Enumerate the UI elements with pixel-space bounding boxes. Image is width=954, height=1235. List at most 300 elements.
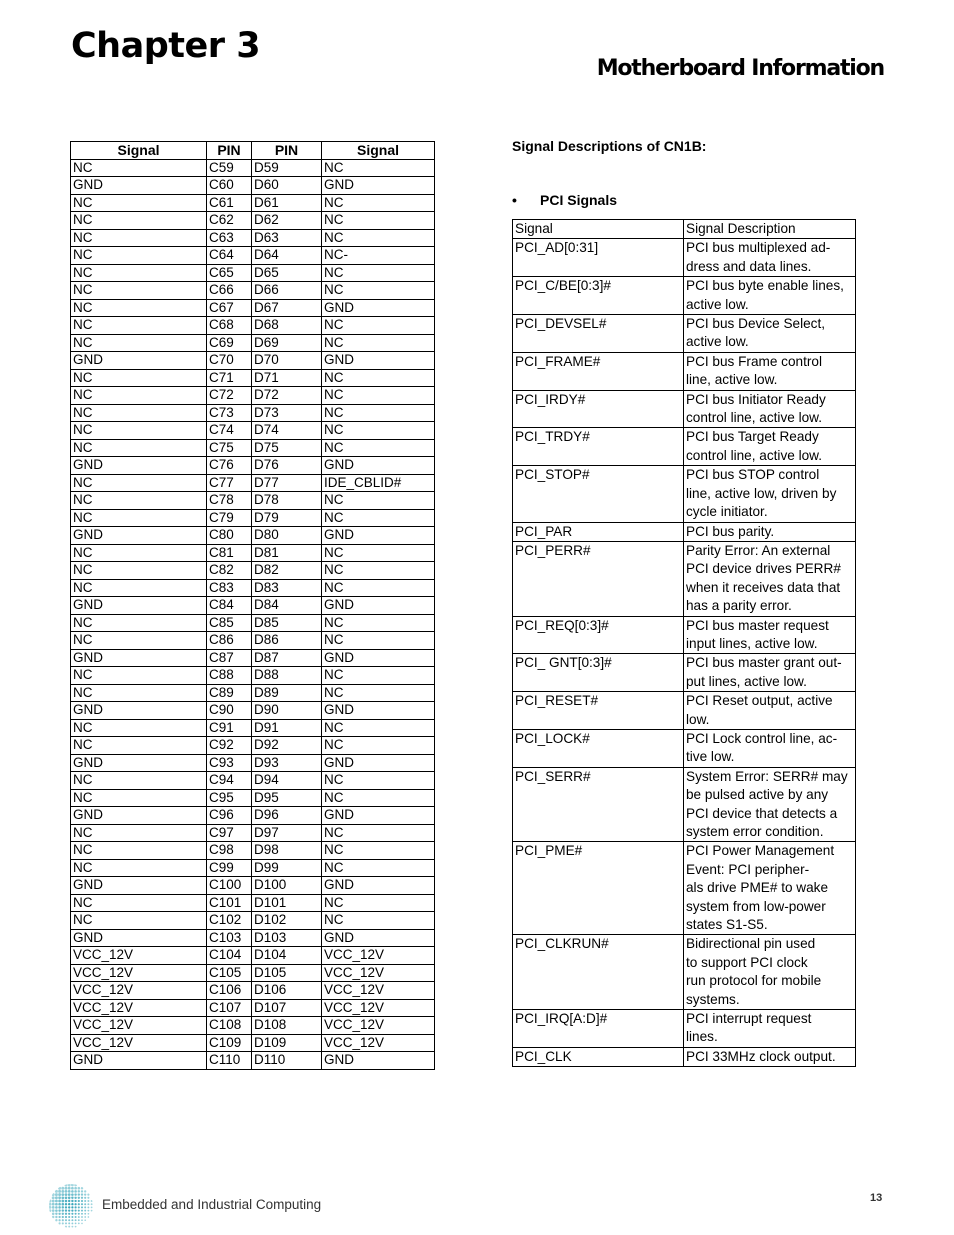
table-cell: VCC_12V — [322, 1034, 435, 1052]
signal-name-cell: PCI_LOCK# — [513, 729, 684, 767]
table-cell: NC — [322, 422, 435, 440]
signal-description-cell: Bidirectional pin used to support PCI clock run protocol for mobile systems. — [684, 935, 856, 1010]
table-cell: NC- — [322, 247, 435, 265]
table-cell: D97 — [252, 824, 322, 842]
table-cell: NC — [71, 614, 207, 632]
signal-description-cell: PCI Power Management Event: PCI peripher- als drive PME# to wake system from low-power states S1-S5. — [684, 842, 856, 935]
table-cell: VCC_12V — [71, 999, 207, 1017]
table-row — [71, 719, 435, 737]
table-cell: NC — [322, 859, 435, 877]
signal-description-cell: PCI bus master request input lines, active low. — [684, 616, 856, 654]
table-row — [513, 522, 856, 541]
table-cell: NC — [71, 544, 207, 562]
table-cell: D95 — [252, 789, 322, 807]
table-cell: NC — [71, 159, 207, 177]
section-title: Motherboard Information — [596, 56, 884, 81]
table-cell: D73 — [252, 404, 322, 422]
table-cell: NC — [322, 229, 435, 247]
table-cell: GND — [322, 527, 435, 545]
signal-name-cell: PCI_PME# — [513, 842, 684, 935]
table-cell: NC — [322, 369, 435, 387]
table-cell: NC — [71, 194, 207, 212]
table-cell: NC — [322, 684, 435, 702]
table-row — [71, 894, 435, 912]
table-cell: D76 — [252, 457, 322, 475]
signal-description-cell: PCI Lock control line, ac- tive low. — [684, 729, 856, 767]
table-cell: GND — [322, 754, 435, 772]
signal-description-cell: System Error: SERR# may be pulsed active by any PCI device that detects a system error condition. — [684, 767, 856, 842]
table-cell: GND — [322, 352, 435, 370]
table-row — [71, 527, 435, 545]
table-cell: D99 — [252, 859, 322, 877]
table-cell: VCC_12V — [322, 982, 435, 1000]
table-cell: C92 — [207, 737, 252, 755]
table-cell: NC — [71, 632, 207, 650]
table-cell: C97 — [207, 824, 252, 842]
signal-name-cell: Signal — [513, 220, 684, 239]
signal-description-cell: PCI bus Frame control line, active low. — [684, 352, 856, 390]
table-cell: D108 — [252, 1017, 322, 1035]
table-row — [71, 177, 435, 195]
signal-name-cell: PCI_C/BE[0:3]# — [513, 277, 684, 315]
table-cell: D98 — [252, 842, 322, 860]
table-cell: D101 — [252, 894, 322, 912]
table-row — [71, 1017, 435, 1035]
table-cell: C89 — [207, 684, 252, 702]
table-cell: C109 — [207, 1034, 252, 1052]
table-row — [71, 842, 435, 860]
table-row — [71, 807, 435, 825]
table-cell: NC — [322, 842, 435, 860]
signal-name-cell: PCI_AD[0:31] — [513, 239, 684, 277]
table-cell: C95 — [207, 789, 252, 807]
table-row — [71, 562, 435, 580]
table-cell: D80 — [252, 527, 322, 545]
pci-signals-label: PCI Signals — [540, 192, 618, 208]
table-cell: NC — [71, 842, 207, 860]
table-cell: GND — [322, 177, 435, 195]
table-cell: NC — [71, 684, 207, 702]
table-row — [71, 929, 435, 947]
table-cell: VCC_12V — [322, 1017, 435, 1035]
table-cell: C83 — [207, 579, 252, 597]
table-cell: D68 — [252, 317, 322, 335]
globe-dots-logo — [48, 1183, 94, 1229]
table-cell: NC — [71, 719, 207, 737]
table-cell: GND — [322, 702, 435, 720]
table-cell: D96 — [252, 807, 322, 825]
table-cell: NC — [322, 194, 435, 212]
signal-description-cell: PCI bus Target Ready control line, active low. — [684, 428, 856, 466]
table-cell: GND — [322, 877, 435, 895]
table-row — [71, 964, 435, 982]
signal-description-cell: Parity Error: An external PCI device drives PERR# when it receives data that has a parity error. — [684, 541, 856, 616]
table-cell: C63 — [207, 229, 252, 247]
table-cell: NC — [71, 824, 207, 842]
signal-description-cell: PCI bus byte enable lines, active low. — [684, 277, 856, 315]
signal-name-cell: PCI_IRQ[A:D]# — [513, 1010, 684, 1048]
table-cell: NC — [322, 562, 435, 580]
table-cell: GND — [322, 929, 435, 947]
table-cell: GND — [71, 702, 207, 720]
table-cell: C108 — [207, 1017, 252, 1035]
table-cell: D84 — [252, 597, 322, 615]
table-cell: NC — [322, 282, 435, 300]
table-row — [71, 544, 435, 562]
table-cell: D83 — [252, 579, 322, 597]
table-cell: D93 — [252, 754, 322, 772]
table-cell: NC — [71, 334, 207, 352]
table-cell: D63 — [252, 229, 322, 247]
table-cell: NC — [71, 737, 207, 755]
table-row — [71, 387, 435, 405]
table-cell: C80 — [207, 527, 252, 545]
table-cell: D107 — [252, 999, 322, 1017]
table-row — [71, 159, 435, 177]
table-cell: NC — [71, 264, 207, 282]
table-cell: VCC_12V — [322, 964, 435, 982]
table-cell: D105 — [252, 964, 322, 982]
table-row — [71, 317, 435, 335]
table-cell: NC — [322, 212, 435, 230]
signal-description-cell: PCI interrupt request lines. — [684, 1010, 856, 1048]
page-number: 13 — [870, 1192, 883, 1204]
table-row — [513, 352, 856, 390]
signal-descriptions-title: Signal Descriptions of CN1B: — [512, 138, 707, 154]
table-cell: C96 — [207, 807, 252, 825]
table-row — [513, 466, 856, 522]
table-cell: D72 — [252, 387, 322, 405]
table-cell: VCC_12V — [322, 947, 435, 965]
signal-name-cell: PCI_PERR# — [513, 541, 684, 616]
table-cell: D69 — [252, 334, 322, 352]
table-cell: C64 — [207, 247, 252, 265]
table-cell: GND — [71, 649, 207, 667]
table-row — [71, 457, 435, 475]
table-row — [71, 982, 435, 1000]
table-cell: D60 — [252, 177, 322, 195]
table-row — [513, 767, 856, 842]
table-cell: NC — [322, 317, 435, 335]
table-cell: C103 — [207, 929, 252, 947]
table-cell: D103 — [252, 929, 322, 947]
table-row — [513, 315, 856, 353]
table-cell: NC — [322, 824, 435, 842]
table-cell: D74 — [252, 422, 322, 440]
table-cell: NC — [71, 859, 207, 877]
table-cell: C75 — [207, 439, 252, 457]
table-row — [71, 632, 435, 650]
signal-description-cell: PCI Reset output, active low. — [684, 692, 856, 730]
table-cell: D104 — [252, 947, 322, 965]
table-cell: NC — [71, 247, 207, 265]
table-cell: D90 — [252, 702, 322, 720]
table-cell: C87 — [207, 649, 252, 667]
table-cell: GND — [322, 807, 435, 825]
table-row — [71, 439, 435, 457]
pin-table-header-cell: PIN — [207, 142, 252, 160]
table-cell: GND — [71, 877, 207, 895]
table-cell: C69 — [207, 334, 252, 352]
table-row — [513, 220, 856, 239]
signal-name-cell: PCI_IRDY# — [513, 390, 684, 428]
table-cell: NC — [322, 264, 435, 282]
chapter-title: Chapter 3 — [71, 26, 261, 66]
signal-description-table — [512, 219, 856, 1067]
table-cell: GND — [71, 597, 207, 615]
table-cell: D89 — [252, 684, 322, 702]
table-row — [71, 474, 435, 492]
pci-signals-heading — [512, 192, 617, 208]
table-row — [513, 842, 856, 935]
table-cell: D92 — [252, 737, 322, 755]
table-cell: C105 — [207, 964, 252, 982]
table-cell: VCC_12V — [322, 999, 435, 1017]
footer-text: Embedded and Industrial Computing — [102, 1197, 322, 1212]
table-cell: NC — [71, 912, 207, 930]
table-cell: C76 — [207, 457, 252, 475]
table-cell: GND — [322, 1052, 435, 1070]
table-cell: C104 — [207, 947, 252, 965]
table-cell: C59 — [207, 159, 252, 177]
table-cell: NC — [71, 299, 207, 317]
table-cell: C90 — [207, 702, 252, 720]
table-row — [513, 935, 856, 1010]
table-cell: D62 — [252, 212, 322, 230]
table-cell: C81 — [207, 544, 252, 562]
table-cell: NC — [71, 404, 207, 422]
table-cell: GND — [322, 597, 435, 615]
table-cell: NC — [322, 632, 435, 650]
table-cell: C74 — [207, 422, 252, 440]
table-row — [513, 729, 856, 767]
table-cell: GND — [71, 457, 207, 475]
table-row — [71, 247, 435, 265]
table-cell: C61 — [207, 194, 252, 212]
table-cell: C82 — [207, 562, 252, 580]
table-cell: D78 — [252, 492, 322, 510]
table-cell: NC — [322, 772, 435, 790]
table-cell: GND — [322, 299, 435, 317]
table-cell: D77 — [252, 474, 322, 492]
table-cell: C79 — [207, 509, 252, 527]
table-cell: D109 — [252, 1034, 322, 1052]
table-cell: NC — [322, 492, 435, 510]
table-cell: GND — [71, 754, 207, 772]
table-row — [71, 772, 435, 790]
table-cell: C73 — [207, 404, 252, 422]
signal-description-cell: PCI bus multiplexed ad- dress and data lines. — [684, 239, 856, 277]
table-cell: GND — [71, 352, 207, 370]
table-cell: NC — [322, 737, 435, 755]
table-cell: D106 — [252, 982, 322, 1000]
table-cell: NC — [71, 282, 207, 300]
table-cell: NC — [322, 789, 435, 807]
table-cell: GND — [322, 457, 435, 475]
table-row — [513, 541, 856, 616]
pin-table-header-cell: Signal — [71, 142, 207, 160]
table-row — [71, 264, 435, 282]
table-cell: D82 — [252, 562, 322, 580]
table-cell: D79 — [252, 509, 322, 527]
table-cell: C62 — [207, 212, 252, 230]
signal-name-cell: PCI_SERR# — [513, 767, 684, 842]
table-cell: NC — [71, 509, 207, 527]
table-row — [71, 404, 435, 422]
table-row — [71, 352, 435, 370]
table-row — [71, 912, 435, 930]
table-cell: NC — [322, 667, 435, 685]
table-row — [513, 692, 856, 730]
table-cell: NC — [71, 894, 207, 912]
table-row — [71, 614, 435, 632]
table-cell: D64 — [252, 247, 322, 265]
signal-description-cell: PCI bus Device Select, active low. — [684, 315, 856, 353]
table-row — [71, 1052, 435, 1070]
table-cell: GND — [71, 929, 207, 947]
signal-description-cell: PCI bus master grant out- put lines, active low. — [684, 654, 856, 692]
table-cell: NC — [71, 492, 207, 510]
table-cell: D86 — [252, 632, 322, 650]
table-cell: VCC_12V — [71, 964, 207, 982]
table-cell: NC — [71, 387, 207, 405]
table-cell: C100 — [207, 877, 252, 895]
table-cell: C66 — [207, 282, 252, 300]
table-cell: NC — [71, 317, 207, 335]
signal-name-cell: PCI_DEVSEL# — [513, 315, 684, 353]
table-row — [71, 194, 435, 212]
table-row — [71, 334, 435, 352]
table-row — [71, 877, 435, 895]
table-cell: D110 — [252, 1052, 322, 1070]
table-cell: NC — [71, 579, 207, 597]
table-cell: D75 — [252, 439, 322, 457]
table-cell: GND — [71, 807, 207, 825]
table-cell: D91 — [252, 719, 322, 737]
table-row — [513, 428, 856, 466]
table-cell: D71 — [252, 369, 322, 387]
table-row — [71, 229, 435, 247]
table-row — [513, 654, 856, 692]
table-cell: GND — [71, 177, 207, 195]
table-cell: NC — [322, 334, 435, 352]
table-cell: C77 — [207, 474, 252, 492]
table-cell: D66 — [252, 282, 322, 300]
table-row — [71, 737, 435, 755]
table-cell: D94 — [252, 772, 322, 790]
table-cell: NC — [322, 159, 435, 177]
table-cell: C101 — [207, 894, 252, 912]
table-cell: NC — [71, 422, 207, 440]
pin-table-header — [71, 142, 435, 160]
table-cell: NC — [71, 562, 207, 580]
table-row — [71, 509, 435, 527]
signal-name-cell: PCI_TRDY# — [513, 428, 684, 466]
signal-name-cell: PCI_REQ[0:3]# — [513, 616, 684, 654]
table-cell: D81 — [252, 544, 322, 562]
table-row — [513, 616, 856, 654]
table-cell: GND — [71, 527, 207, 545]
signal-name-cell: PCI_PAR — [513, 522, 684, 541]
table-cell: NC — [322, 387, 435, 405]
table-row — [513, 1047, 856, 1066]
table-cell: NC — [71, 474, 207, 492]
table-cell: D61 — [252, 194, 322, 212]
table-cell: NC — [71, 439, 207, 457]
table-cell: VCC_12V — [71, 1034, 207, 1052]
table-row — [71, 579, 435, 597]
signal-name-cell: PCI_CLK — [513, 1047, 684, 1066]
table-cell: NC — [322, 509, 435, 527]
table-cell: C78 — [207, 492, 252, 510]
table-row — [71, 212, 435, 230]
table-cell: C91 — [207, 719, 252, 737]
table-cell: NC — [71, 772, 207, 790]
table-row — [513, 390, 856, 428]
table-cell: D88 — [252, 667, 322, 685]
table-row — [71, 999, 435, 1017]
table-row — [71, 702, 435, 720]
table-cell: NC — [322, 544, 435, 562]
table-cell: D100 — [252, 877, 322, 895]
table-cell: C88 — [207, 667, 252, 685]
table-cell: NC — [322, 912, 435, 930]
table-cell: C86 — [207, 632, 252, 650]
table-row — [71, 299, 435, 317]
table-cell: C94 — [207, 772, 252, 790]
table-cell: NC — [322, 614, 435, 632]
table-row — [71, 1034, 435, 1052]
signal-description-cell: PCI bus parity. — [684, 522, 856, 541]
table-cell: C84 — [207, 597, 252, 615]
signal-name-cell: PCI_RESET# — [513, 692, 684, 730]
bullet-icon: • — [512, 192, 517, 208]
table-row — [71, 947, 435, 965]
table-row — [71, 789, 435, 807]
signal-name-cell: PCI_ GNT[0:3]# — [513, 654, 684, 692]
signal-description-cell: PCI bus STOP control line, active low, driven by cycle initiator. — [684, 466, 856, 522]
table-cell: NC — [71, 212, 207, 230]
table-row — [513, 1010, 856, 1048]
table-cell: D85 — [252, 614, 322, 632]
table-row — [71, 282, 435, 300]
pin-table-header-cell: PIN — [252, 142, 322, 160]
table-row — [71, 649, 435, 667]
table-cell: C85 — [207, 614, 252, 632]
table-cell: C65 — [207, 264, 252, 282]
signal-description-cell: Signal Description — [684, 220, 856, 239]
table-row — [71, 859, 435, 877]
table-cell: NC — [322, 719, 435, 737]
table-cell: C72 — [207, 387, 252, 405]
table-cell: NC — [322, 579, 435, 597]
table-cell: C68 — [207, 317, 252, 335]
table-cell: VCC_12V — [71, 1017, 207, 1035]
table-row — [71, 369, 435, 387]
table-cell: C93 — [207, 754, 252, 772]
table-cell: D70 — [252, 352, 322, 370]
table-cell: C67 — [207, 299, 252, 317]
table-cell: C110 — [207, 1052, 252, 1070]
signal-description-cell: PCI 33MHz clock output. — [684, 1047, 856, 1066]
table-row — [71, 754, 435, 772]
table-row — [71, 667, 435, 685]
table-cell: NC — [71, 369, 207, 387]
signal-name-cell: PCI_STOP# — [513, 466, 684, 522]
table-cell: GND — [322, 649, 435, 667]
signal-description-cell: PCI bus Initiator Ready control line, active low. — [684, 390, 856, 428]
table-row — [513, 239, 856, 277]
